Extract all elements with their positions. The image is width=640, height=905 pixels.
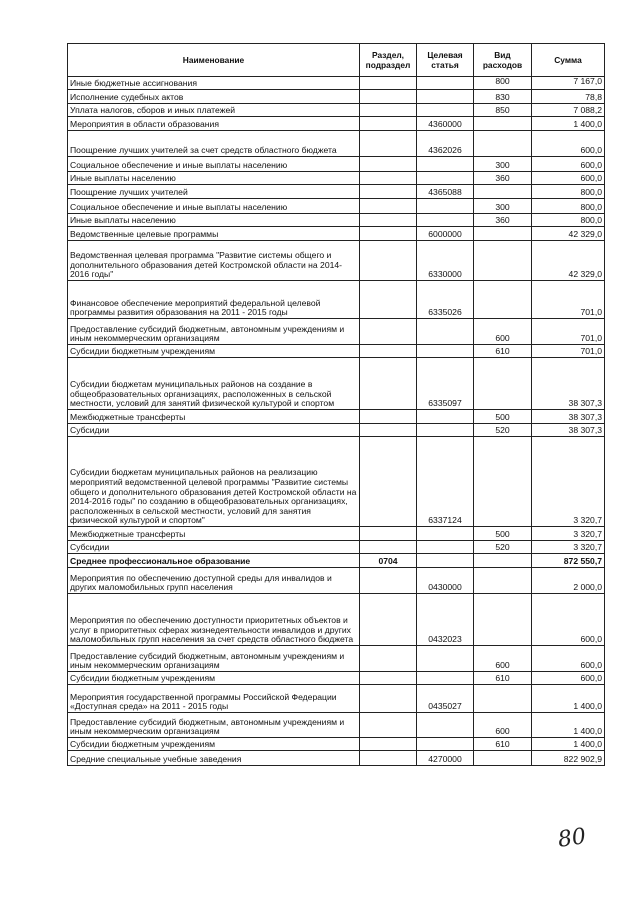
row-sum-cell: 1 400,0 bbox=[532, 713, 605, 738]
row-csr-cell bbox=[417, 199, 474, 214]
row-name-cell: Поощрение лучших учителей bbox=[68, 185, 360, 199]
row-vr-cell bbox=[474, 227, 532, 241]
table-row bbox=[68, 424, 605, 437]
table-row bbox=[68, 594, 605, 646]
row-razdel-cell bbox=[360, 227, 417, 241]
row-sum-cell: 822 902,9 bbox=[532, 751, 605, 766]
row-razdel-cell bbox=[360, 672, 417, 685]
row-sum-cell: 38 307,3 bbox=[532, 358, 605, 410]
table-row bbox=[68, 214, 605, 227]
row-name-cell: Субсидии бюджетным учреждениям bbox=[68, 672, 360, 685]
row-sum-cell: 7 088,2 bbox=[532, 104, 605, 117]
row-csr-cell: 0432023 bbox=[417, 594, 474, 646]
row-vr-cell: 830 bbox=[474, 90, 532, 104]
row-razdel-cell bbox=[360, 199, 417, 214]
row-razdel-cell bbox=[360, 345, 417, 358]
row-sum-cell: 1 400,0 bbox=[532, 685, 605, 713]
row-vr-cell: 300 bbox=[474, 199, 532, 214]
row-csr-cell bbox=[417, 672, 474, 685]
row-name-cell: Социальное обеспечение и иные выплаты населению bbox=[68, 157, 360, 172]
row-razdel-cell bbox=[360, 77, 417, 90]
row-razdel-cell bbox=[360, 424, 417, 437]
row-razdel-cell bbox=[360, 410, 417, 424]
row-csr-cell: 0435027 bbox=[417, 685, 474, 713]
row-name-cell: Субсидии бюджетам муниципальных районов на создание в общеобразовательных организациях, расположенных в сельской местности, условий для занятий физической культурой и спортом bbox=[68, 358, 360, 410]
row-sum-cell: 600,0 bbox=[532, 157, 605, 172]
table-row bbox=[68, 199, 605, 214]
row-vr-cell bbox=[474, 281, 532, 319]
row-csr-cell: 6337124 bbox=[417, 437, 474, 527]
row-vr-cell: 360 bbox=[474, 214, 532, 227]
row-name-cell: Субсидии bbox=[68, 424, 360, 437]
row-vr-cell: 300 bbox=[474, 157, 532, 172]
table-row bbox=[68, 685, 605, 713]
table-row bbox=[68, 117, 605, 131]
row-razdel-cell bbox=[360, 738, 417, 751]
row-csr-cell bbox=[417, 214, 474, 227]
row-name-cell: Социальное обеспечение и иные выплаты населению bbox=[68, 199, 360, 214]
row-vr-cell bbox=[474, 568, 532, 594]
row-vr-cell: 360 bbox=[474, 172, 532, 185]
row-name-cell: Ведомственная целевая программа "Развитие системы общего и дополнительного образования детей Костромской области на 2014-2016 годы" bbox=[68, 241, 360, 281]
row-vr-cell bbox=[474, 131, 532, 157]
row-csr-cell bbox=[417, 172, 474, 185]
row-razdel-cell bbox=[360, 527, 417, 541]
table-header-row bbox=[68, 44, 605, 77]
row-razdel-cell: 0704 bbox=[360, 554, 417, 568]
table-row bbox=[68, 672, 605, 685]
row-csr-cell bbox=[417, 541, 474, 554]
row-vr-cell: 850 bbox=[474, 104, 532, 117]
row-csr-cell: 6330000 bbox=[417, 241, 474, 281]
row-name-cell: Субсидии бюджетным учреждениям bbox=[68, 345, 360, 358]
row-csr-cell: 0430000 bbox=[417, 568, 474, 594]
table-row bbox=[68, 319, 605, 345]
row-name-cell: Ведомственные целевые программы bbox=[68, 227, 360, 241]
row-csr-cell: 6335097 bbox=[417, 358, 474, 410]
row-razdel-cell bbox=[360, 685, 417, 713]
row-sum-cell: 3 320,7 bbox=[532, 527, 605, 541]
row-sum-cell: 7 167,0 bbox=[532, 77, 605, 90]
row-vr-cell: 500 bbox=[474, 527, 532, 541]
row-vr-cell: 520 bbox=[474, 424, 532, 437]
row-sum-cell: 1 400,0 bbox=[532, 117, 605, 131]
page-number: 80 bbox=[556, 824, 588, 853]
row-csr-cell bbox=[417, 554, 474, 568]
row-sum-cell: 42 329,0 bbox=[532, 227, 605, 241]
row-csr-cell bbox=[417, 157, 474, 172]
row-sum-cell: 42 329,0 bbox=[532, 241, 605, 281]
row-vr-cell bbox=[474, 594, 532, 646]
row-csr-cell: 4270000 bbox=[417, 751, 474, 766]
row-vr-cell: 600 bbox=[474, 319, 532, 345]
table-row bbox=[68, 77, 605, 90]
row-csr-cell bbox=[417, 345, 474, 358]
row-sum-cell: 78,8 bbox=[532, 90, 605, 104]
row-razdel-cell bbox=[360, 437, 417, 527]
table-row bbox=[68, 241, 605, 281]
table-row bbox=[68, 568, 605, 594]
row-vr-cell bbox=[474, 241, 532, 281]
row-sum-cell: 872 550,7 bbox=[532, 554, 605, 568]
row-sum-cell: 800,0 bbox=[532, 214, 605, 227]
row-sum-cell: 1 400,0 bbox=[532, 738, 605, 751]
row-razdel-cell bbox=[360, 172, 417, 185]
row-razdel-cell bbox=[360, 319, 417, 345]
row-sum-cell: 38 307,3 bbox=[532, 424, 605, 437]
row-sum-cell: 800,0 bbox=[532, 199, 605, 214]
row-name-cell: Межбюджетные трансферты bbox=[68, 527, 360, 541]
table-row bbox=[68, 410, 605, 424]
row-razdel-cell bbox=[360, 358, 417, 410]
row-vr-cell: 800 bbox=[474, 77, 532, 90]
row-vr-cell bbox=[474, 185, 532, 199]
table-row bbox=[68, 131, 605, 157]
row-csr-cell bbox=[417, 90, 474, 104]
row-razdel-cell bbox=[360, 281, 417, 319]
row-csr-cell bbox=[417, 713, 474, 738]
row-vr-cell: 600 bbox=[474, 646, 532, 672]
table-row bbox=[68, 646, 605, 672]
table-row bbox=[68, 157, 605, 172]
row-csr-cell bbox=[417, 424, 474, 437]
row-vr-cell: 500 bbox=[474, 410, 532, 424]
table-row bbox=[68, 227, 605, 241]
row-name-cell: Предоставление субсидий бюджетным, автономным учреждениям и иным некоммерческим организациям bbox=[68, 319, 360, 345]
row-razdel-cell bbox=[360, 594, 417, 646]
row-razdel-cell bbox=[360, 185, 417, 199]
row-razdel-cell bbox=[360, 751, 417, 766]
row-csr-cell: 6335026 bbox=[417, 281, 474, 319]
row-name-cell: Среднее профессиональное образование bbox=[68, 554, 360, 568]
row-csr-cell bbox=[417, 527, 474, 541]
row-sum-cell: 800,0 bbox=[532, 185, 605, 199]
table-row bbox=[68, 90, 605, 104]
row-csr-cell: 4360000 bbox=[417, 117, 474, 131]
row-name-cell: Мероприятия государственной программы Российской Федерации «Доступная среда» на 2011 - 2015 годы bbox=[68, 685, 360, 713]
row-razdel-cell bbox=[360, 568, 417, 594]
row-vr-cell: 610 bbox=[474, 672, 532, 685]
header-vr: Вид расходов bbox=[474, 44, 532, 77]
row-sum-cell: 701,0 bbox=[532, 319, 605, 345]
table-row bbox=[68, 172, 605, 185]
table-row bbox=[68, 437, 605, 527]
table-row bbox=[68, 541, 605, 554]
row-razdel-cell bbox=[360, 214, 417, 227]
row-name-cell: Иные бюджетные ассигнования bbox=[68, 77, 360, 90]
row-name-cell: Мероприятия по обеспечению доступности приоритетных объектов и услуг в приоритетных сферах жизнедеятельности инвалидов и других маломобильных групп населения за счет средств областного бюджета bbox=[68, 594, 360, 646]
row-vr-cell bbox=[474, 685, 532, 713]
row-vr-cell bbox=[474, 117, 532, 131]
row-sum-cell: 701,0 bbox=[532, 345, 605, 358]
row-name-cell: Иные выплаты населению bbox=[68, 214, 360, 227]
header-razdel: Раздел, подраздел bbox=[360, 44, 417, 77]
table-row bbox=[68, 713, 605, 738]
row-vr-cell: 610 bbox=[474, 345, 532, 358]
row-csr-cell bbox=[417, 738, 474, 751]
row-name-cell: Финансовое обеспечение мероприятий федеральной целевой программы развития образования на 2011 - 2015 годы bbox=[68, 281, 360, 319]
row-vr-cell bbox=[474, 751, 532, 766]
table-row bbox=[68, 281, 605, 319]
row-vr-cell bbox=[474, 358, 532, 410]
row-name-cell: Предоставление субсидий бюджетным, автономным учреждениям и иным некоммерческим организациям bbox=[68, 713, 360, 738]
row-vr-cell: 520 bbox=[474, 541, 532, 554]
row-razdel-cell bbox=[360, 90, 417, 104]
row-sum-cell: 38 307,3 bbox=[532, 410, 605, 424]
row-csr-cell: 4365088 bbox=[417, 185, 474, 199]
table-body bbox=[68, 77, 605, 766]
row-razdel-cell bbox=[360, 541, 417, 554]
row-csr-cell: 6000000 bbox=[417, 227, 474, 241]
row-name-cell: Субсидии bbox=[68, 541, 360, 554]
header-sum: Сумма bbox=[532, 44, 605, 77]
row-sum-cell: 600,0 bbox=[532, 594, 605, 646]
table-row bbox=[68, 358, 605, 410]
row-name-cell: Иные выплаты населению bbox=[68, 172, 360, 185]
table-row bbox=[68, 751, 605, 766]
row-sum-cell: 600,0 bbox=[532, 172, 605, 185]
row-name-cell: Уплата налогов, сборов и иных платежей bbox=[68, 104, 360, 117]
row-csr-cell bbox=[417, 77, 474, 90]
row-sum-cell: 701,0 bbox=[532, 281, 605, 319]
row-name-cell: Субсидии бюджетам муниципальных районов на реализацию мероприятий ведомственной целевой программы "Развитие системы общего и дополнительного образования детей Костромской области на 2014-2016 годы" по созданию в общеобразовательных организациях, расположенных в сельской местности, условий для занятия физической культурой и спортом" bbox=[68, 437, 360, 527]
row-vr-cell bbox=[474, 437, 532, 527]
table-row bbox=[68, 104, 605, 117]
row-name-cell: Мероприятия в области образования bbox=[68, 117, 360, 131]
row-csr-cell bbox=[417, 646, 474, 672]
row-razdel-cell bbox=[360, 117, 417, 131]
row-csr-cell bbox=[417, 319, 474, 345]
row-name-cell: Поощрение лучших учителей за счет средств областного бюджета bbox=[68, 131, 360, 157]
row-sum-cell: 3 320,7 bbox=[532, 437, 605, 527]
table-row bbox=[68, 185, 605, 199]
table-row bbox=[68, 527, 605, 541]
row-csr-cell bbox=[417, 104, 474, 117]
row-razdel-cell bbox=[360, 131, 417, 157]
row-name-cell: Мероприятия по обеспечению доступной среды для инвалидов и других маломобильных групп населения bbox=[68, 568, 360, 594]
row-razdel-cell bbox=[360, 241, 417, 281]
row-sum-cell: 3 320,7 bbox=[532, 541, 605, 554]
table-row bbox=[68, 738, 605, 751]
row-csr-cell bbox=[417, 410, 474, 424]
table-row bbox=[68, 554, 605, 568]
table-row bbox=[68, 345, 605, 358]
header-name: Наименование bbox=[68, 44, 360, 77]
row-name-cell: Исполнение судебных актов bbox=[68, 90, 360, 104]
row-name-cell: Средние специальные учебные заведения bbox=[68, 751, 360, 766]
row-name-cell: Предоставление субсидий бюджетным, автономным учреждениям и иным некоммерческим организациям bbox=[68, 646, 360, 672]
row-razdel-cell bbox=[360, 646, 417, 672]
row-vr-cell: 610 bbox=[474, 738, 532, 751]
budget-table bbox=[67, 43, 605, 766]
row-name-cell: Субсидии бюджетным учреждениям bbox=[68, 738, 360, 751]
row-name-cell: Межбюджетные трансферты bbox=[68, 410, 360, 424]
row-sum-cell: 600,0 bbox=[532, 646, 605, 672]
row-sum-cell: 2 000,0 bbox=[532, 568, 605, 594]
row-razdel-cell bbox=[360, 157, 417, 172]
row-razdel-cell bbox=[360, 713, 417, 738]
header-csr: Целевая статья bbox=[417, 44, 474, 77]
row-csr-cell: 4362026 bbox=[417, 131, 474, 157]
row-razdel-cell bbox=[360, 104, 417, 117]
row-vr-cell: 600 bbox=[474, 713, 532, 738]
row-sum-cell: 600,0 bbox=[532, 672, 605, 685]
row-vr-cell bbox=[474, 554, 532, 568]
row-sum-cell: 600,0 bbox=[532, 131, 605, 157]
